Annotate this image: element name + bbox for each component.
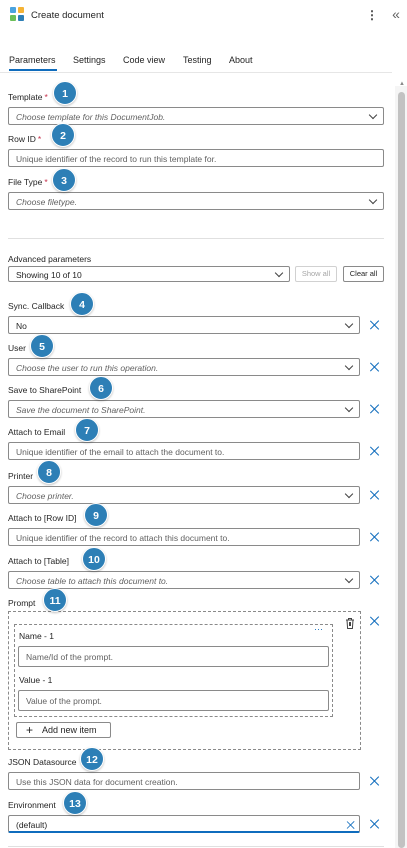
chevron-down-icon <box>274 269 284 279</box>
delete-item-icon[interactable] <box>344 617 356 630</box>
connector-logo-icon <box>9 6 25 22</box>
step-badge-3: 3 <box>52 168 76 192</box>
show-all-button[interactable]: Show all <box>295 266 337 282</box>
bottom-divider <box>8 846 384 847</box>
environment-value: (default) <box>16 820 48 830</box>
active-tab-indicator <box>9 69 57 71</box>
save-sharepoint-label: Save to SharePoint <box>8 385 82 395</box>
item-more-icon[interactable]: ··· <box>314 624 323 634</box>
step-badge-8: 8 <box>37 460 61 484</box>
file-type-placeholder: Choose filetype. <box>16 197 77 207</box>
remove-printer-icon[interactable] <box>369 489 381 501</box>
chevron-down-icon <box>368 196 378 206</box>
user-label: User <box>8 343 26 353</box>
attach-table-placeholder: Choose table to attach this document to. <box>16 576 169 586</box>
step-badge-4: 4 <box>70 292 94 316</box>
attach-email-placeholder: Unique identifier of the email to attach the document to. <box>16 447 225 457</box>
template-placeholder: Choose template for this DocumentJob. <box>16 112 166 122</box>
chevron-down-icon <box>344 320 354 330</box>
remove-sync-callback-icon[interactable] <box>369 319 381 331</box>
add-new-item-label: Add new item <box>42 725 97 735</box>
file-type-label: File Type * <box>8 177 48 187</box>
remove-attach-email-icon[interactable] <box>369 445 381 457</box>
attach-email-input[interactable] <box>8 442 360 460</box>
remove-prompt-icon[interactable] <box>369 615 381 627</box>
panel-title: Create document <box>31 10 104 21</box>
attach-row-id-input[interactable] <box>8 528 360 546</box>
printer-placeholder: Choose printer. <box>16 491 74 501</box>
prompt-name-placeholder: Name/Id of the prompt. <box>26 652 113 662</box>
more-vertical-icon[interactable]: ⋮ <box>366 8 378 22</box>
clear-environment-icon[interactable] <box>346 820 356 830</box>
file-type-select[interactable] <box>8 192 384 210</box>
step-badge-10: 10 <box>82 547 106 571</box>
chevron-down-icon <box>344 490 354 500</box>
prompt-name-label: Name - 1 <box>19 631 54 641</box>
printer-label: Printer <box>8 471 34 481</box>
row-id-label: Row ID * <box>8 134 42 144</box>
chevron-down-icon <box>344 404 354 414</box>
advanced-params-dropdown[interactable] <box>8 266 290 282</box>
printer-select[interactable] <box>8 486 360 504</box>
user-placeholder: Choose the user to run this operation. <box>16 363 159 373</box>
step-badge-6: 6 <box>89 376 113 400</box>
remove-environment-icon[interactable] <box>369 818 381 830</box>
step-badge-12: 12 <box>80 747 104 771</box>
tab-code-view[interactable]: Code view <box>123 55 166 65</box>
tab-about[interactable]: About <box>229 55 253 65</box>
collapse-panel-icon[interactable]: « <box>392 6 400 22</box>
tab-settings[interactable]: Settings <box>73 55 106 65</box>
step-badge-11: 11 <box>43 588 67 612</box>
remove-attach-table-icon[interactable] <box>369 574 381 586</box>
remove-json-datasource-icon[interactable] <box>369 775 381 787</box>
remove-save-sharepoint-icon[interactable] <box>369 403 381 415</box>
json-datasource-label: JSON Datasource <box>8 757 77 767</box>
plus-icon: + <box>26 723 34 737</box>
environment-combobox[interactable] <box>8 815 360 833</box>
remove-user-icon[interactable] <box>369 361 381 373</box>
save-sharepoint-placeholder: Save the document to SharePoint. <box>16 405 146 415</box>
prompt-value-input[interactable] <box>18 690 329 711</box>
row-id-input[interactable] <box>8 149 384 167</box>
advanced-params-showing: Showing 10 of 10 <box>16 270 82 280</box>
advanced-params-label: Advanced parameters <box>8 254 92 264</box>
attach-row-id-placeholder: Unique identifier of the record to attach this document to. <box>16 533 230 543</box>
environment-label: Environment <box>8 800 56 810</box>
tabs-divider <box>0 72 392 73</box>
section-divider <box>8 238 384 239</box>
json-datasource-input[interactable] <box>8 772 360 790</box>
prompt-value-placeholder: Value of the prompt. <box>26 696 102 706</box>
scrollbar-thumb[interactable] <box>398 92 405 848</box>
chevron-down-icon <box>368 111 378 121</box>
clear-all-button[interactable]: Clear all <box>343 266 384 282</box>
add-new-item-button[interactable] <box>16 722 111 738</box>
step-badge-13: 13 <box>63 791 87 815</box>
prompt-label: Prompt <box>8 598 36 608</box>
attach-table-label: Attach to [Table] <box>8 556 69 566</box>
step-badge-1: 1 <box>53 81 77 105</box>
sync-callback-value: No <box>16 321 27 331</box>
tab-testing[interactable]: Testing <box>183 55 212 65</box>
row-id-placeholder: Unique identifier of the record to run this template for. <box>16 154 217 164</box>
step-badge-9: 9 <box>84 503 108 527</box>
attach-row-id-label: Attach to [Row ID] <box>8 513 77 523</box>
template-label: Template * <box>8 92 48 102</box>
chevron-down-icon <box>344 575 354 585</box>
sync-callback-label: Sync. Callback <box>8 301 65 311</box>
json-datasource-placeholder: Use this JSON data for document creation. <box>16 777 178 787</box>
save-sharepoint-select[interactable] <box>8 400 360 418</box>
step-badge-5: 5 <box>30 334 54 358</box>
chevron-down-icon <box>344 362 354 372</box>
tab-parameters[interactable]: Parameters <box>9 55 56 65</box>
prompt-name-input[interactable] <box>18 646 329 667</box>
step-badge-7: 7 <box>75 418 99 442</box>
step-badge-2: 2 <box>51 123 75 147</box>
prompt-value-label: Value - 1 <box>19 675 53 685</box>
user-select[interactable] <box>8 358 360 376</box>
attach-email-label: Attach to Email <box>8 427 66 437</box>
attach-table-select[interactable] <box>8 571 360 589</box>
sync-callback-select[interactable] <box>8 316 360 334</box>
scroll-up-arrow-icon[interactable]: ▲ <box>399 81 405 87</box>
remove-attach-row-id-icon[interactable] <box>369 531 381 543</box>
